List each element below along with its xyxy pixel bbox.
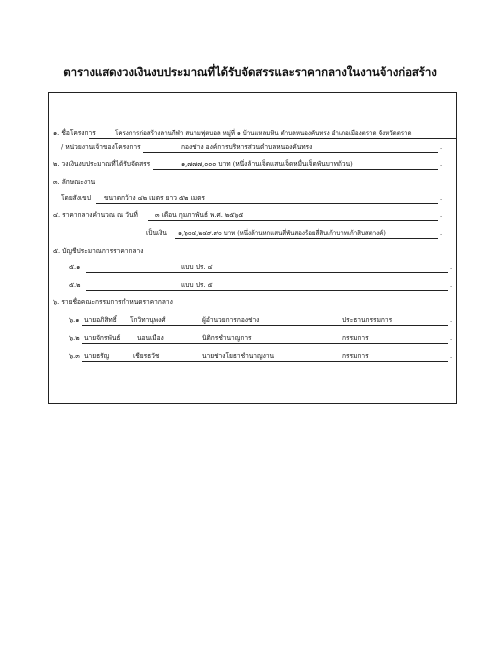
committee-row-2-role: กรรมการ (342, 334, 369, 342)
estimate-row-2-underline (86, 290, 448, 291)
work-detail-value: ขนาดกว้าง ๔๒ เมตร ยาว ๕๒ เมตร (104, 194, 205, 202)
committee-row-3-role: กรรมการ (342, 352, 369, 360)
calc-date-underline (148, 220, 438, 221)
budget-label: ๒. วงเงินงบประมาณที่ได้รับจัดสรร (53, 160, 151, 168)
estimate-row-2-end-dot: . (450, 281, 453, 289)
project-name-value: โครงการก่อสร้างลานกีฬา สนามฟุตบอล หมู่ที่ ๑ บ้านแหลมหิน ตำบลหนองคันทรง อำเภอเมืองตราด จังหวัดตราด (115, 130, 412, 137)
work-type-label: ๓. ลักษณะงาน (53, 178, 96, 186)
committee-row-3-surname: เชียรธวัช (133, 352, 160, 360)
agency-label: / หน่วยงานเจ้าของโครงการ (61, 143, 141, 151)
committee-row-3-num: ๖.๓ (69, 352, 80, 360)
agency-end-dot: . (440, 143, 443, 151)
committee-row-2-position: นิติกรชำนาญการ (202, 334, 252, 342)
agency-underline (143, 152, 438, 153)
work-detail-underline (96, 203, 438, 204)
agency-value: กองช่าง องค์การบริหารส่วนตำบลหนองคันทรง (181, 143, 313, 151)
committee-row-1-num: ๖.๑ (69, 316, 80, 324)
page-title: ตารางแสดงวงเงินงบประมาณที่ได้รับจัดสรรและราคากลางในงานจ้างก่อสร้าง (63, 65, 437, 79)
estimate-row-1-num: ๕.๑ (69, 263, 81, 271)
estimate-row-1-form: แบบ ปร. ๔ (181, 263, 213, 271)
project-name-label: ๑. ชื่อโครงการ (53, 129, 96, 137)
calc-date-label: ๔. ราคากลางคำนวณ ณ วันที่ (53, 211, 138, 219)
committee-row-3-end-dot: . (450, 352, 453, 360)
amount-underline (175, 238, 438, 239)
committee-row-3-position: นายช่างโยธาชำนาญงาน (202, 352, 275, 360)
estimate-row-1-end-dot: . (450, 263, 453, 271)
estimate-row-2-form: แบบ ปร. ๕ (181, 281, 213, 289)
committee-label: ๖. รายชื่อคณะกรรมการกำหนดราคากลาง (53, 298, 173, 306)
committee-row-1-underline (82, 325, 448, 326)
estimate-list-label: ๕. บัญชีประมาณการราคากลาง (53, 247, 144, 255)
budget-underline (153, 169, 438, 170)
committee-row-2-underline (82, 343, 448, 344)
committee-row-1-role: ประธานกรรมการ (342, 316, 393, 324)
estimate-row-2-num: ๕.๒ (69, 281, 81, 289)
committee-row-2-end-dot: . (450, 334, 453, 342)
estimate-row-1-underline (86, 272, 448, 273)
committee-row-3-underline (82, 361, 448, 362)
committee-row-2-surname: นอนเมือง (137, 334, 164, 342)
work-detail-label: โดยสังเขป (61, 194, 91, 202)
amount-label: เป็นเงิน (146, 229, 167, 237)
work-detail-end-dot: . (440, 194, 443, 202)
committee-row-1-position: ผู้อำนวยการกองช่าง (202, 316, 260, 324)
project-name-underline (89, 138, 456, 139)
budget-end-dot: . (440, 160, 443, 168)
committee-row-1-surname: โกวิทานุพงศ์ (130, 316, 166, 324)
calc-date-end-dot: . (440, 211, 443, 219)
amount-end-dot: . (440, 229, 443, 237)
committee-row-1-end-dot: . (450, 316, 453, 324)
committee-row-2-name: นายจักรพันธ์ (84, 334, 121, 342)
calc-date-value: ๓ เดือน กุมภาพันธ์ พ.ศ. ๒๕๖๕ (155, 211, 244, 219)
committee-row-3-name: นายธรัญ (84, 352, 110, 360)
budget-value: ๑,๗๗๗,๐๐๐ บาท (หนึ่งล้านเจ็ดแสนเจ็ดหมื่นเจ็ดพันบาทถ้วน) (181, 160, 353, 168)
committee-row-2-num: ๖.๒ (69, 334, 80, 342)
committee-row-1-name: นายอภิสิทธิ์ (84, 316, 117, 324)
amount-value: ๑,๖๐๔,๒๔๙.๙๐ บาท (หนึ่งล้านหกแสนสี่พันสองร้อยสี่สิบเก้าบาทเก้าสิบสตางค์) (178, 230, 386, 237)
